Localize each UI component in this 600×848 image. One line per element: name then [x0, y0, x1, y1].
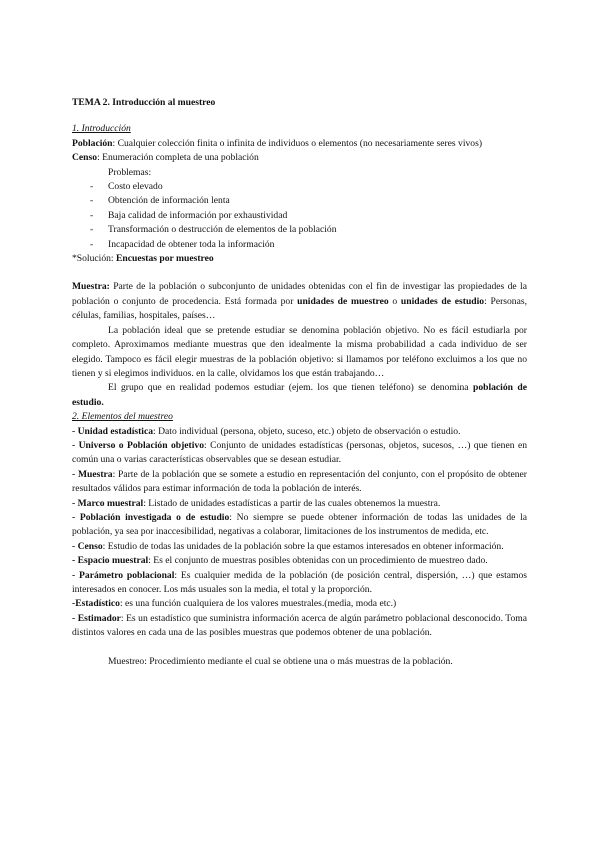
- elemento-item: [72, 497, 527, 511]
- definition-muestreo: Muestreo: Procedimiento mediante el cual se obtiene una o más muestras de la población.: [108, 655, 453, 667]
- problemas-list: [72, 180, 527, 252]
- elemento-item: [72, 554, 527, 568]
- elemento-item: [72, 540, 527, 554]
- term-poblacion: Población: [72, 137, 113, 149]
- paragraph-poblacion-ideal: La población ideal que se pretende estudiar se denomina población objetivo. No es fácil estudiarla por completo. Aproximamos mediante muestras que den idealmente la misma probabilidad a cada individuo de ser elegido. Tampoco es fácil elegir muestras de la población objetivo: si llamamos por teléfono excluimos a los que no tienen y si elegimos individuos. en la calle, olvidamos los que están trabajando…: [72, 324, 527, 379]
- term-muestra: Muestra:: [72, 281, 110, 293]
- elemento-text: : Listado de unidades estadísticas a partir de las cuales obtenemos la muestra.: [143, 497, 441, 509]
- text-span: o: [388, 295, 401, 307]
- list-item: - Transformación o destrucción de elementos de la población: [72, 223, 527, 237]
- document-page: [72, 96, 527, 669]
- elemento-text: : Dato individual (persona, objeto, suceso, etc.) objeto de observación o estudio.: [153, 425, 461, 437]
- term-unidades-muestreo: unidades de muestreo: [297, 295, 389, 307]
- elemento-text: : Estudio de todas las unidades de la población sobre la que estamos interesados en obtener información.: [102, 540, 504, 552]
- elemento-text: : Conjunto de unidades estadísticas (personas, objetos, sucesos, …) que tienen en común una o varias características observables que se desean estudiar.: [72, 439, 527, 466]
- text-span: Parte de la población o subconjunto de unidades obtenidas con el fin de investigar las propiedades de la población o conjunto de procedencia. Está formada por: [72, 281, 527, 307]
- section-heading-introduccion: [72, 122, 527, 136]
- elemento-item: [72, 425, 527, 439]
- paragraph-grupo: [72, 381, 527, 410]
- elemento-term: - Población investigada o de estudio: [72, 511, 230, 523]
- elemento-text: : No siempre se puede obtener información de todas las unidades de la población, ya sea por inaccesibilidad, negativas a colaborar, limitaciones de los instrumentos de medida, etc.: [72, 511, 527, 538]
- text-span: El grupo que en realidad podemos estudiar (ejem. los que tienen teléfono) se denomina: [108, 382, 473, 394]
- section-heading-text: 1. Introducción: [72, 123, 131, 135]
- section-heading-elementos: [72, 410, 527, 424]
- solucion-term: Encuestas por muestreo: [115, 253, 214, 265]
- list-item: - Costo elevado: [72, 180, 527, 194]
- text-span: : Personas, células, familias, hospitales, países…: [72, 295, 527, 322]
- elemento-text: : Es cualquier medida de la población (de posición central, dispersión, …) que estamos interesados en conocer. Los más usuales son la media, el total y la proporción.: [72, 569, 527, 595]
- definition-muestra: [72, 280, 527, 323]
- elemento-item: [72, 439, 527, 468]
- definition-text: : Cualquier colección finita o infinita de individuos o elementos (no necesariamente seres vivos): [112, 137, 483, 149]
- elemento-item: [72, 569, 527, 598]
- term-censo: Censo: [72, 152, 98, 164]
- section-heading-text: 2. Elementos del muestreo: [72, 411, 173, 423]
- solucion-line: [72, 252, 527, 266]
- solucion-prefix: *Solución:: [72, 253, 116, 265]
- list-item: - Baja calidad de información por exhaustividad: [72, 209, 527, 223]
- list-item: - Incapacidad de obtener toda la información: [72, 238, 527, 252]
- elemento-term: - Marco muestral: [72, 497, 144, 509]
- elemento-term: - Estimador: [72, 612, 121, 624]
- elemento-item: [72, 511, 527, 540]
- elemento-text: : Parte de la población que se somete a estudio en representación del conjunto, con el propósito de obtener resultados válidos para estimar información de toda la población de interés.: [72, 468, 527, 495]
- definition-text: : Enumeración completa de una población: [97, 152, 259, 164]
- elemento-item: [72, 468, 527, 497]
- elemento-item: [72, 597, 527, 611]
- document-title: TEMA 2. Introducción al muestreo: [72, 97, 216, 108]
- elemento-text: : Es el conjunto de muestras posibles obtenidas con un procedimiento de muestreo dado.: [148, 555, 488, 567]
- elemento-term: - Censo: [72, 540, 103, 552]
- problemas-label: Problemas:: [108, 166, 152, 178]
- term-unidades-estudio: unidades de estudio: [400, 295, 485, 307]
- elemento-item: [72, 612, 527, 641]
- elemento-term: -Estadístico: [72, 598, 120, 610]
- elemento-text: : Es un estadístico que suministra información acerca de algún parámetro poblacional desconocido. Toma distintos valores en cada una de las posibles muestras que podemos obtener de una población.: [72, 612, 528, 639]
- definition-censo: [72, 151, 527, 165]
- elemento-term: - Parámetro poblacional: [72, 569, 175, 581]
- elemento-term: - Espacio muestral: [72, 555, 149, 567]
- elemento-text: : es una función cualquiera de los valores muestrales.(media, moda etc.): [119, 598, 397, 610]
- term-poblacion-estudio: población de estudio.: [72, 382, 527, 408]
- definition-poblacion: [72, 137, 527, 151]
- elemento-term: - Universo o Población objetivo: [72, 439, 205, 451]
- elemento-term: - Muestra: [72, 468, 113, 480]
- elemento-term: - Unidad estadística: [72, 425, 154, 437]
- list-item: - Obtención de información lenta: [72, 194, 527, 208]
